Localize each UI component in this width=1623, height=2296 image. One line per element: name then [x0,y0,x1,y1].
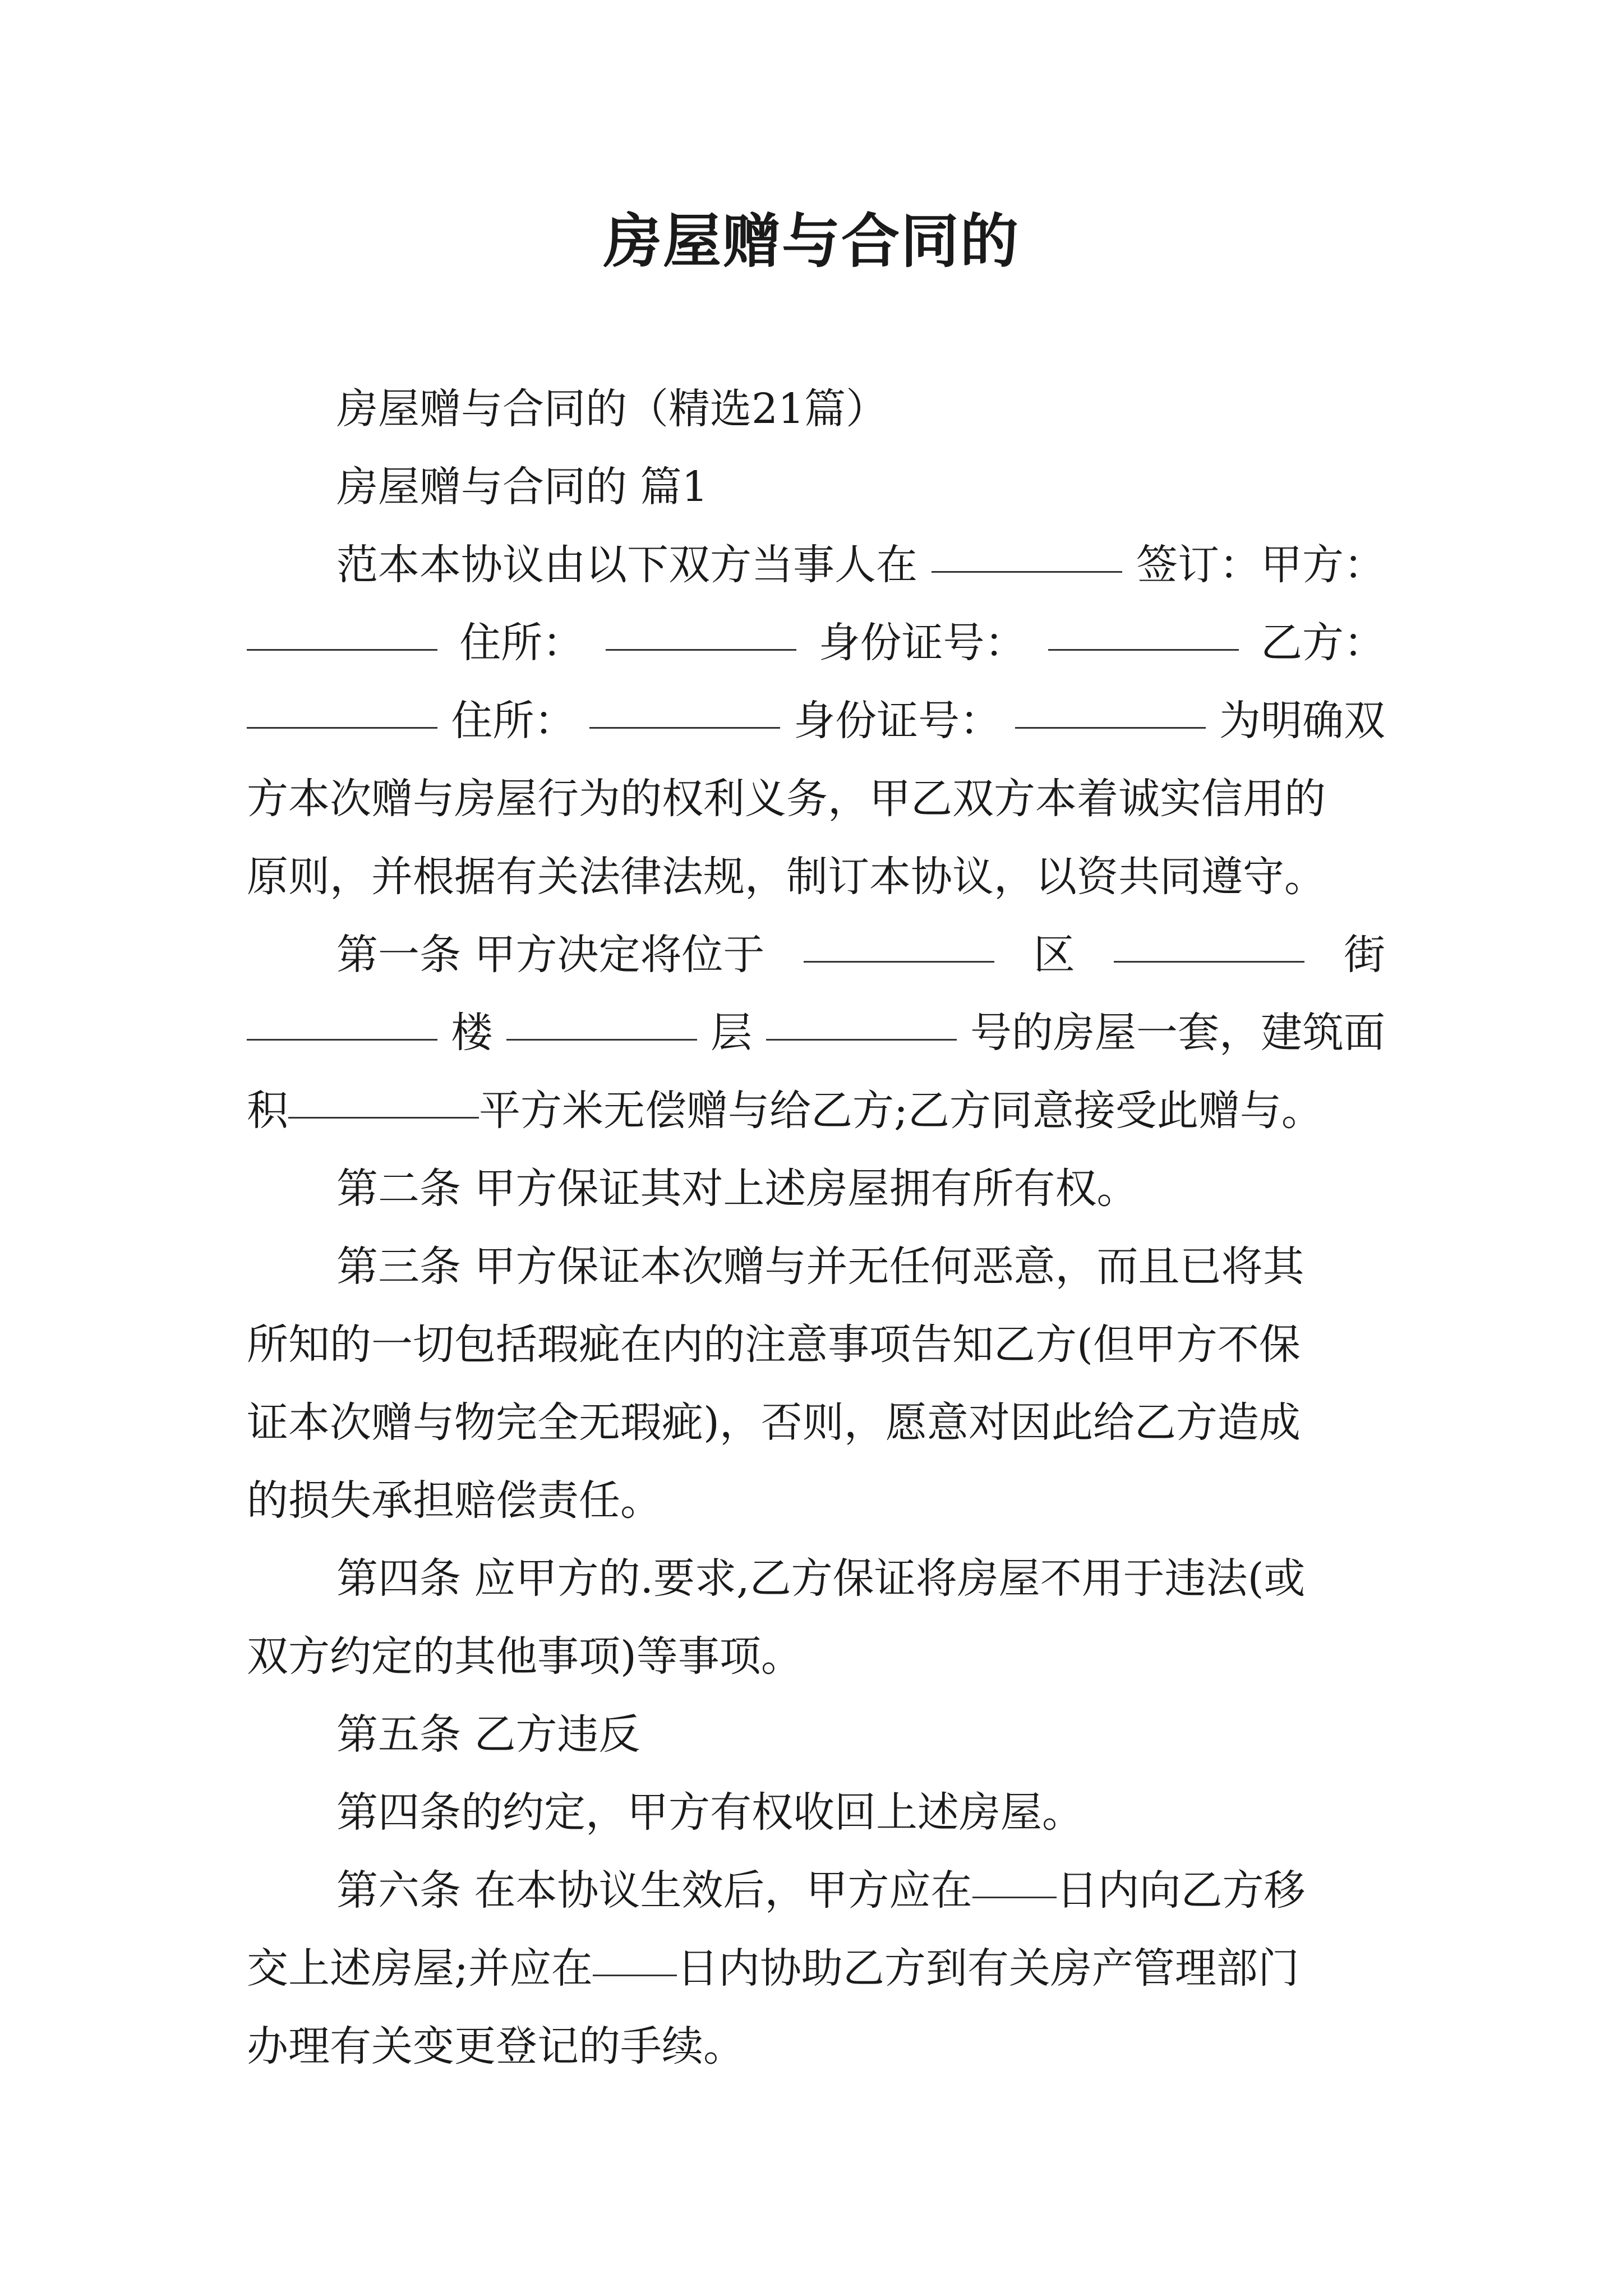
intro-line-2 [247,604,1385,682]
article-3-line-1 [247,1228,1385,1306]
article-1-line-2 [247,994,1385,1072]
text-span: 的损失承担赔偿责任。 [247,1476,662,1525]
blank-line [1015,682,1206,729]
text-span: 为明确双 [1219,697,1385,745]
intro-line-3 [247,682,1385,760]
text-span: 日内协助乙方到有关房产管理部门 [676,1944,1299,1993]
text-span: 楼 [451,1009,493,1057]
article-6-line-1 [247,1852,1385,1930]
text-span: 第四条 应甲方的.要求,乙方保证将房屋不用于违法(或 [336,1554,1306,1603]
blank-line [972,1852,1057,1898]
text-span: 第六条 在本协议生效后，甲方应在 [336,1866,972,1915]
text-span: 第二条 甲方保证其对上述房屋拥有所有权。 [336,1165,1138,1213]
text-span: 办理有关变更登记的手续。 [247,2022,745,2070]
text-span: 第四条的约定，甲方有权收回上述房屋。 [336,1788,1083,1837]
article-6-line-2 [247,1930,1385,2008]
blank-line [766,994,957,1041]
text-span: 积 [247,1087,288,1135]
blank-line [932,526,1122,573]
article-3-line-2 [247,1306,1385,1384]
text-span: 签订：甲方： [1136,541,1385,589]
heading-line [247,370,1385,448]
article-2 [247,1150,1385,1228]
blank-line [247,994,437,1041]
blank-line [506,994,697,1041]
text-span: 街 [1343,931,1385,979]
subheading: 房屋赠与合同的 篇1 [336,463,708,511]
blank-line [247,682,437,729]
text-span: 原则，并根据有关法律法规，制订本协议，以资共同遵守。 [247,853,1326,901]
text-span: 住所： [459,619,584,667]
heading: 房屋赠与合同的（精选21篇） [336,385,888,433]
blank-line [1048,604,1239,651]
text-span: 范本本协议由以下双方当事人在 [336,541,917,589]
text-span: 平方米无偿赠与给乙方;乙方同意接受此赠与。 [479,1087,1323,1135]
text-span: 乙方： [1260,619,1385,667]
blank-line [606,604,796,651]
article-3-line-4 [247,1462,1385,1540]
text-span: 证本次赠与物完全无瑕疵)，否则，愿意对因此给乙方造成 [247,1398,1301,1447]
text-span: 方本次赠与房屋行为的权利义务，甲乙双方本着诚实信用的 [247,775,1326,823]
article-3-line-3 [247,1384,1385,1462]
text-span: 住所： [451,697,576,745]
text-span: 日内向乙方移 [1056,1866,1306,1915]
text-span: 区 [1033,931,1075,979]
article-1-line-3 [247,1072,1385,1150]
text-span: 第三条 甲方保证本次赠与并无任何恶意，而且已将其 [336,1243,1304,1291]
text-span: 层 [711,1009,753,1057]
text-span: 号的房屋一套，建筑面 [970,1009,1385,1057]
article-5-line-2 [247,1774,1385,1852]
subheading-line [247,448,1385,526]
article-4-line-1 [247,1540,1385,1618]
text-span: 交上述房屋;并应在 [247,1944,593,1993]
blank-line [804,916,994,963]
blank-line [247,604,437,651]
blank-line [1114,916,1304,963]
text-span: 第一条 甲方决定将位于 [336,931,765,979]
blank-line [593,1930,677,1976]
text-span: 双方约定的其他事项)等事项。 [247,1632,803,1681]
blank-line [288,1072,479,1119]
article-6-line-3 [247,2008,1385,2086]
text-span: 身份证号： [794,697,1002,745]
text-span: 身份证号： [818,619,1026,667]
intro-line-5 [247,838,1385,916]
text-span: 第五条 乙方违反 [336,1710,640,1759]
article-4-line-2 [247,1618,1385,1696]
intro-line-4 [247,760,1385,838]
document-body [247,370,1385,2086]
article-1-line-1 [247,916,1385,994]
document-title: 房屋赠与合同的 [603,206,1020,275]
intro-line-1 [247,526,1385,604]
blank-line [589,682,780,729]
article-5-line-1 [247,1696,1385,1774]
text-span: 所知的一切包括瑕疵在内的注意事项告知乙方(但甲方不保 [247,1320,1301,1369]
